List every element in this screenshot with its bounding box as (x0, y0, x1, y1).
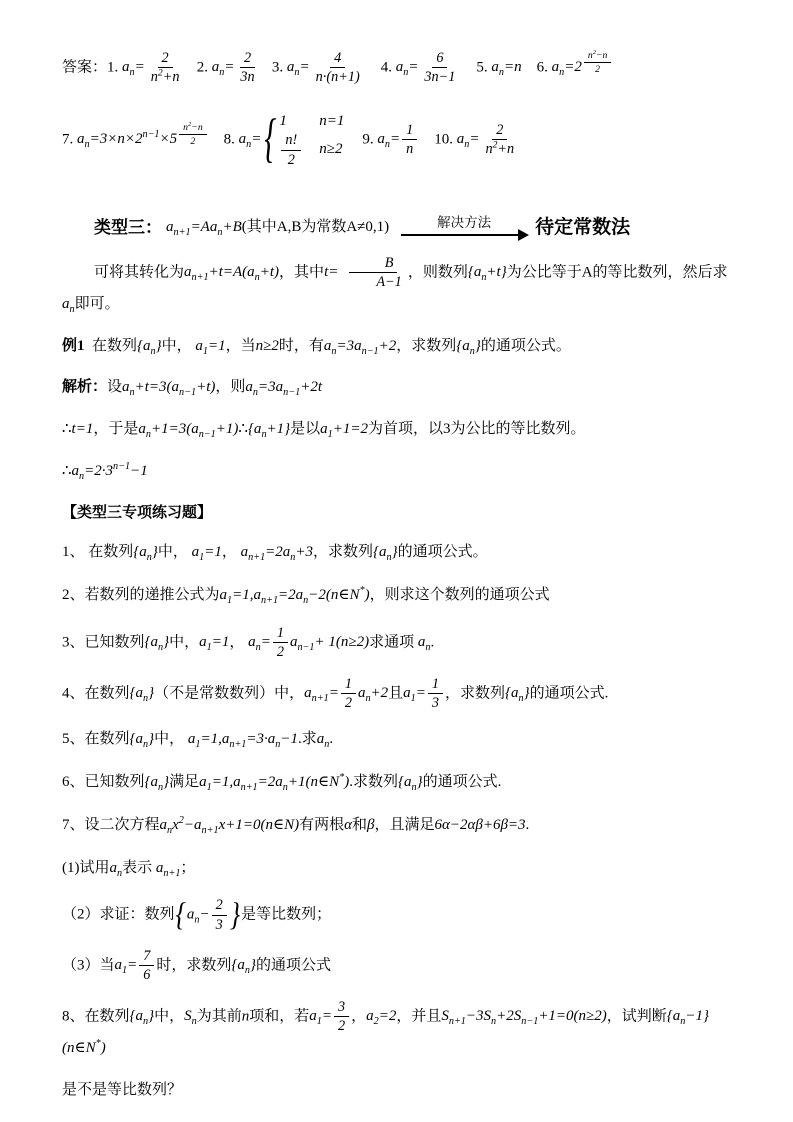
type3-heading (62, 212, 737, 239)
solution-label: 解析： (62, 379, 108, 396)
solution-line-3: $\therefore a_n=2\cdot 3^{n-1}-1$ (62, 460, 148, 482)
problem-7-part-3: （3）当$a_1=$ $\frac{7}{6}$ 时，求数列$\{a_n\}$的通项公式 (62, 948, 331, 984)
example-text: 在数列$\{a_n\}$中， $a_1=1$，当n≥2时，有$a_n=3a_{n-1}+2$，求数列$\{a_n\}$的通项公式。 (84, 337, 571, 357)
intro-paragraph: 可将其转化为$a_{n+1}+t=A(a_n+t)$，其中t= $\frac{B}{A-1}$ ，则数列$\{a_n+t\}$为公比等于A的等比数列，然后求$a_n$即可。 (62, 255, 728, 315)
problem-8: 8、在数列$\{a_n\}$中，$S_n$为其前n项和，若$a_1=$ $\frac{3}{2}$ ，$a_2=2$，并且$S_{n+1}-3S_n+2S_{n-1}+1=0(n\ge 2)$，试判断$\{a_n-1\}(n\in N^*)$ (62, 998, 710, 1056)
problem-3: 3、已知数列$\{a_n\}$中，$a_1=1$， $a_n=$ $\frac{1}{2}$ $a_{n-1}+ 1(n\ge 2)$求通项 $a_n$. (62, 624, 435, 661)
example-label: 例1 (62, 337, 85, 354)
solution-step-1: 设$a_n+t=3(a_{n-1}+t)$，则$a_n=3a_{n-1}+2t$ (107, 379, 322, 399)
problem-8-continued: 是不是等比数列？ (62, 1082, 183, 1099)
method-name: 待定常数法 (535, 217, 631, 238)
problem-6: 6、已知数列$\{a_n\}$满足$a_1=1,a_{n+1}=2a_n+1(n\in N^*)$.求数列$\{a_n\}$的通项公式. (62, 772, 502, 793)
problem-7-part-1: (1)试用$a_n$表示 $a_{n+1}$； (62, 859, 196, 879)
problem-7: 7、设二次方程$a_nx^2-a_{n+1}x+1=0(n\in N)$有两根α和β，且满足6α−2αβ+6β=3. (62, 814, 530, 836)
right-arrow-icon (401, 234, 527, 236)
solution-line-1 (62, 374, 737, 402)
problem-1: 1、 在数列$\{a_n\}$中， $a_1=1$， $a_{n+1}=2a_n+3$，求数列$\{a_n\}$的通项公式。 (62, 544, 488, 564)
solution-line-2: ∴t=1，于是$a_n+1=3(a_{n-1}+1)\therefore\{a_n+1\}$是以$a_1+1=2$为首项，以3为公比的等比数列。 (62, 421, 586, 440)
answers-line-2: 7. $a_n=3\times n\times 2^{n-1}\times 5$ $^{\frac{n^2-n}{2}}$ 8. $a_n=$ { 1 n=1 $\frac{n!}{2}$ n≥2 9. $a_n=$ $\frac{1}{n}$ 10. $a_n=$ $\frac{2}{n^2+n}$ (62, 109, 515, 169)
problem-4: 4、在数列$\{a_n\}$（不是常数数列）中，$a_{n+1}=$ $\frac{1}{2}$ $a_n+2$且$a_1=$ $\frac{1}{3}$ ，求数列$\{a_n\}$的通项公式. (62, 675, 609, 711)
type3-label: 类型三： (94, 218, 162, 237)
problem-5: 5、在数列$\{a_n\}$中， $a_1=1,a_{n+1}=3\cdot a_n-1$.求$a_n$. (62, 731, 334, 751)
answers-line-1: 答案：1. $a_n=$ $\frac{2}{n^2+n}$ 2. $a_n=$ $\frac{2}{3n}$ 3. $a_n=$ $\frac{4}{n\cdot(n+1)}$ 4. $a_n=$ $\frac{6}{3n-1}$ 5. $a_n=n$ 6. $a_n=2$ $^{\frac{n^2-n}{2}}$ (62, 50, 737, 86)
type3-formula: $a_{n+1}=Aa_n+B$(其中A,B为常数A≠0,1) (166, 219, 390, 238)
solution-method-arrow (401, 215, 527, 236)
problem-2: 2、若数列的递推公式为$a_1=1,a_{n+1}=2a_n-2(n\in N^*)$，则求这个数列的通项公式 (62, 585, 550, 606)
arrow-label: 解决方法 (437, 215, 492, 230)
practice-title: 【类型三专项练习题】 (62, 504, 213, 521)
problem-7-part-2: （2）求证：数列 { $a_n-$ $\frac{2}{3}$ } 是等比数列； (62, 896, 332, 933)
example-1 (62, 333, 737, 361)
